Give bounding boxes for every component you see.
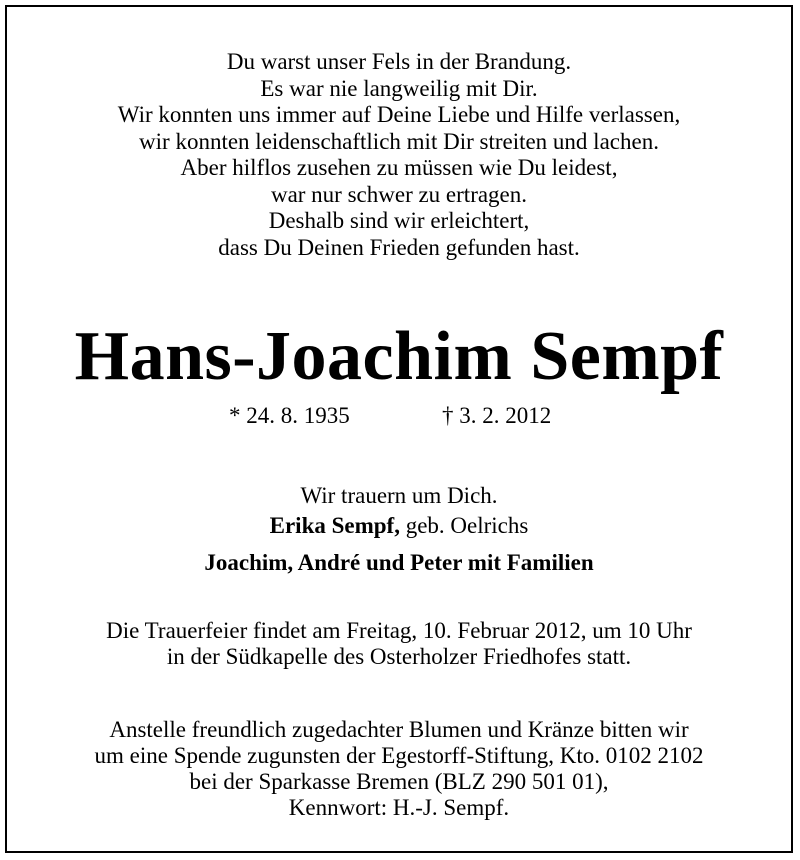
family-line: Joachim, André und Peter mit Familien [204,550,594,575]
obituary-notice [5,5,793,853]
funeral-service-info [7,618,791,670]
poem-line: wir konnten leidenschaftlich mit Dir streiten und lachen. [139,128,659,154]
poem-line: war nur schwer zu ertragen. [270,181,528,207]
donation-line: bei der Sparkasse Bremen (BLZ 290 501 01), [189,769,609,794]
poem-line: Wir konnten uns immer auf Deine Liebe und Hilfe verlassen, [117,102,681,127]
service-line: Die Trauerfeier findet am Freitag, 10. Februar 2012, um 10 Uhr [106,618,692,643]
death-date: † 3. 2. 2012 [442,403,552,428]
donation-request [7,717,791,821]
spouse-name: Erika Sempf, [269,513,400,538]
poem-line: Aber hilflos zusehen zu müssen wie Du leidest, [180,155,618,180]
deceased-name: Hans-Joachim Sempf [74,318,724,395]
memorial-poem [7,49,791,261]
birth-date: * 24. 8. 1935 [229,403,350,428]
poem-line: Es war nie langweilig mit Dir. [260,75,538,101]
spouse-line [7,511,791,541]
donation-line: um eine Spende zugunsten der Egestorff-Stiftung, Kto. 0102 2102 [94,743,704,768]
poem-line: dass Du Deinen Frieden gefunden hast. [218,234,580,260]
poem-line: Deshalb sind wir erleichtert, [268,208,530,233]
service-line: in der Südkapelle des Osterholzer Friedhofes statt. [166,644,632,669]
donation-line: Kennwort: H.-J. Sempf. [288,795,510,820]
spouse-maiden-name: geb. Oelrichs [399,513,529,538]
poem-line: Du warst unser Fels in der Brandung. [226,49,572,74]
mourning-line: Wir trauern um Dich. [300,483,498,508]
donation-line: Anstelle freundlich zugedachter Blumen und Kränze bitten wir [109,717,689,742]
